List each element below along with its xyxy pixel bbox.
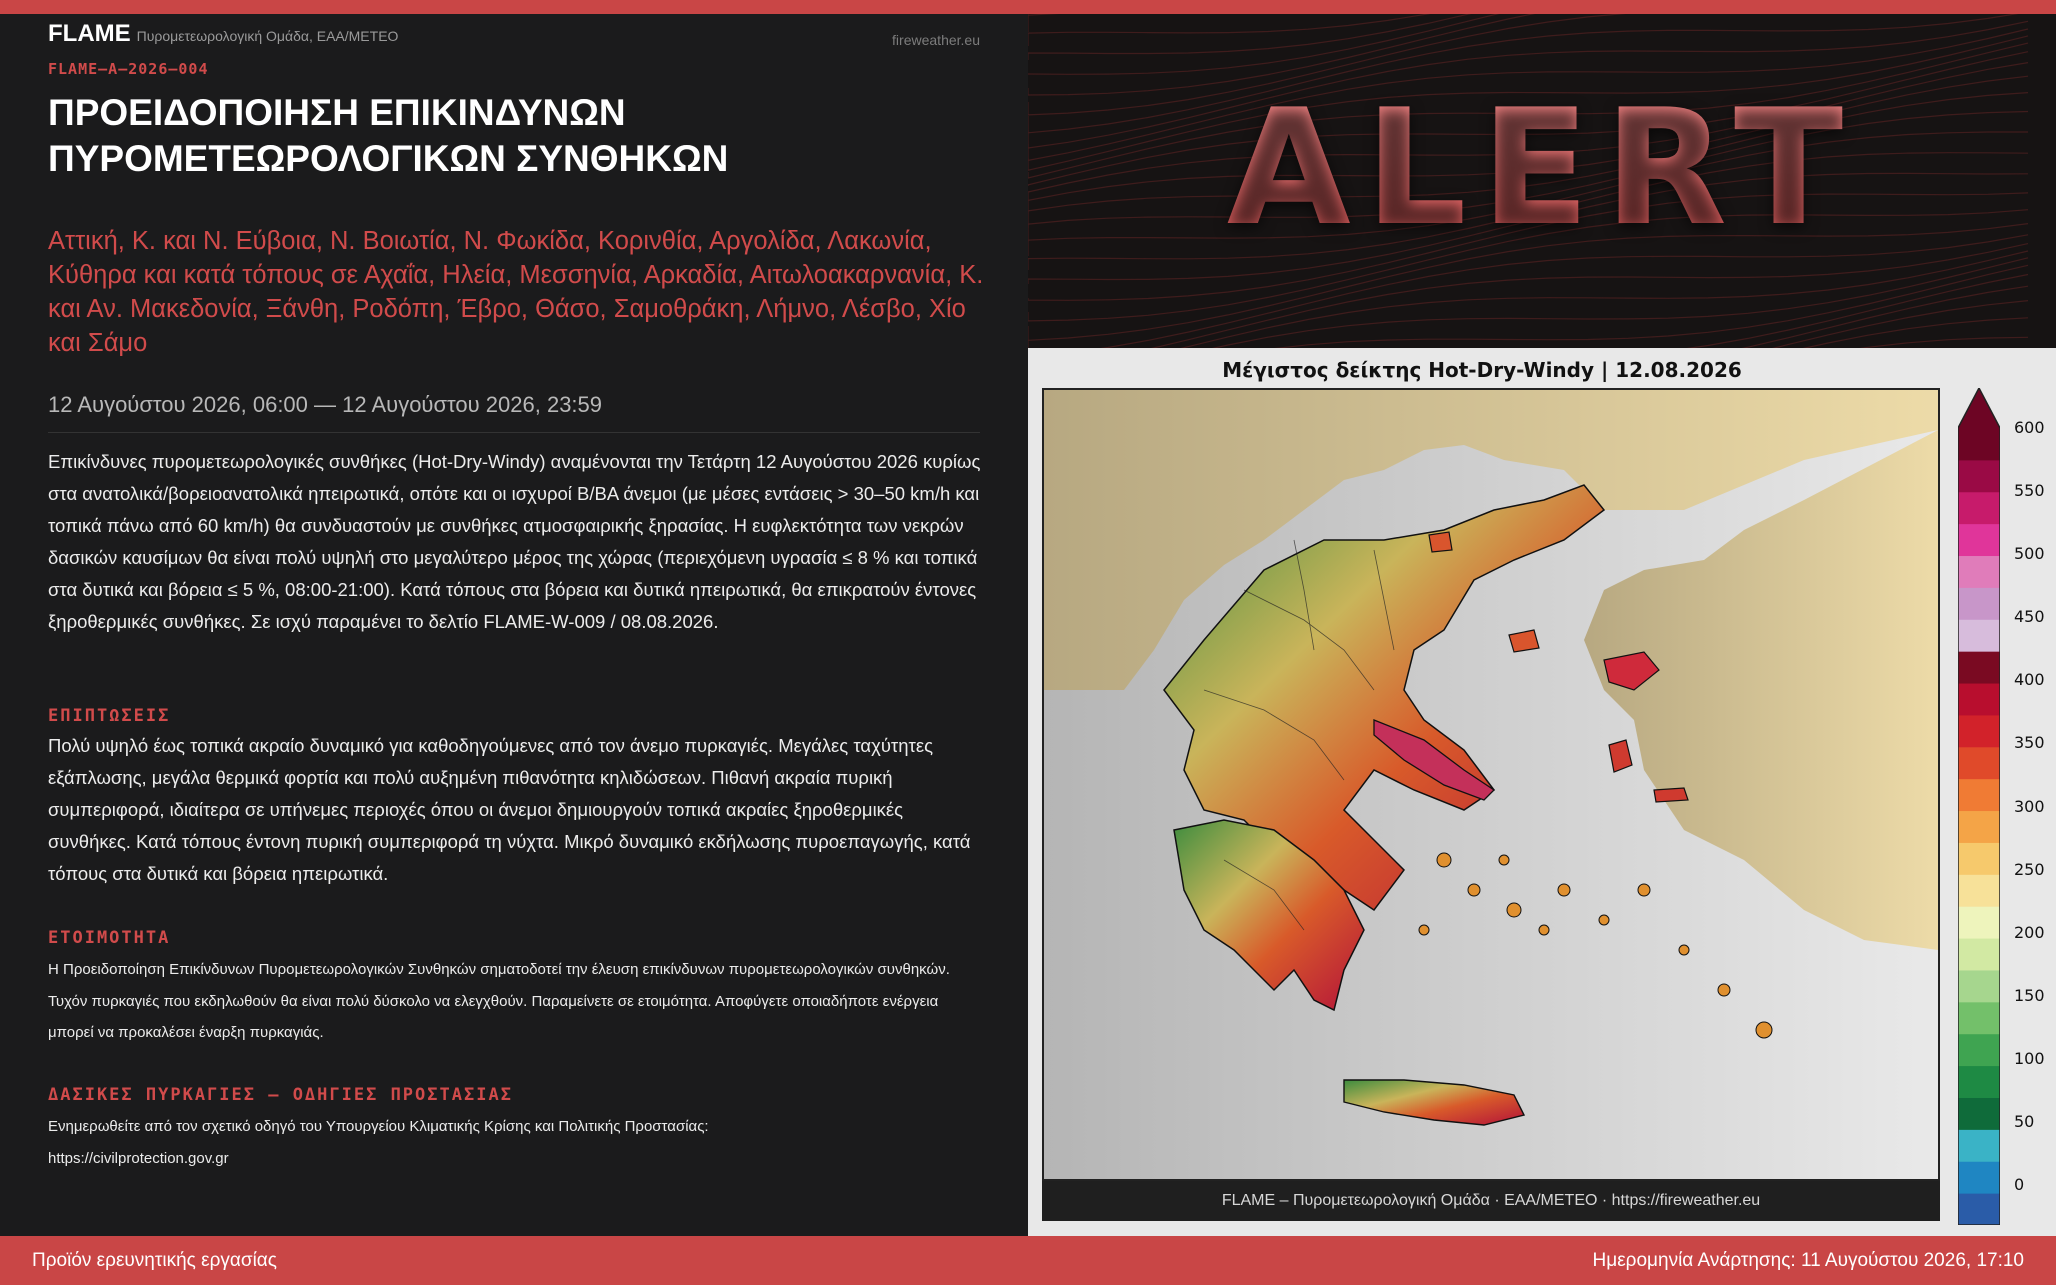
map-credit: FLAME – Πυρομετεωρολογική Ομάδα · ΕΑΑ/ΜΕΤΕΟ · https://fireweather.eu bbox=[1042, 1181, 1940, 1221]
colorbar-tick-label: 500 bbox=[2014, 544, 2045, 564]
validity-period: 12 Αυγούστου 2026, 06:00 — 12 Αυγούστου 2026, 23:59 bbox=[48, 392, 603, 417]
divider bbox=[48, 432, 980, 433]
colorbar-segment bbox=[1958, 779, 2000, 811]
colorbar-segment bbox=[1958, 1002, 2000, 1034]
colorbar-segment bbox=[1958, 938, 2000, 970]
panel-header bbox=[48, 20, 980, 54]
colorbar-tick-label: 350 bbox=[2014, 733, 2045, 753]
colorbar-segment bbox=[1958, 683, 2000, 715]
alert-description: Επικίνδυνες πυρομετεωρολογικές συνθήκες (Hot-Dry-Windy) αναμένονται την Τετάρτη 12 Αυγούστου 2026 κυρίως στα ανατολικά/βορειοανατολικά ηπειρωτικά, οπότε και οι ισχυροί Β/ΒΑ άνεμοι (με μέσες εντάσεις > 30–50 km/h και τοπικά πάνω από 60 km/h) θα συνδυαστούν με συνθήκες ατμοσφαιρικής ξηρασίας. Η ευφλεκτότητα των νεκρών δασικών καυσίμων θα είναι πολύ υψηλή στο μεγαλύτερο μέρος της χώρας (περιεχόμενη υγρασία ≤ 8 % και τοπικά στα δυτικά και βόρεια ≤ 5 %, 08:00-21:00). Κατά τόπους στα βόρεια και δυτικά ηπειρωτικά, θα επικρατούν έντονες ξηροθερμικές συνθήκες. Σε ισχύ παραμένει το δελτίο FLAME-W-009 / 08.08.2026. bbox=[48, 451, 981, 632]
limnos bbox=[1509, 630, 1539, 652]
readiness-text: Η Προειδοποίηση Επικίνδυνων Πυρομετεωρολογικών Συνθηκών σηματοδοτεί την έλευση επικίνδυνων πυρομετεωρολογικών συνθηκών. Τυχόν πυρκαγιές που εκδηλωθούν θα είναι πολύ δύσκολο να ελεγχθούν. Παραμείνετε σε ετοιμότητα. Αποφύγετε οποιαδήποτε ενέργεια μπορεί να προκαλέσει έναρξη πυρκαγιάς. bbox=[48, 961, 950, 1041]
samos bbox=[1654, 788, 1688, 802]
colorbar-segment bbox=[1958, 842, 2000, 874]
footer-left-text: Προϊόν ερευνητικής εργασίας bbox=[32, 1250, 277, 1271]
colorbar-tick-label: 50 bbox=[2014, 1111, 2035, 1131]
alert-code: FLAME–A–2026–004 bbox=[48, 60, 209, 78]
colorbar-tick-label: 150 bbox=[2014, 985, 2045, 1005]
colorbar-tick-label: 600 bbox=[2014, 418, 2045, 437]
alert-visual-panel bbox=[1028, 14, 2056, 1236]
colorbar-segment bbox=[1958, 492, 2000, 524]
colorbar-tick-label: 100 bbox=[2014, 1048, 2045, 1068]
readiness-heading: ΕΤΟΙΜΟΤΗΤΑ bbox=[48, 928, 171, 948]
publication-date: Ημερομηνία Ανάρτησης: 11 Αυγούστου 2026, 17:10 bbox=[1592, 1250, 2024, 1271]
map-title: Μέγιστος δείκτης Hot-Dry-Windy | 12.08.2026 bbox=[1222, 358, 1742, 382]
colorbar-tick-label: 0 bbox=[2014, 1175, 2025, 1194]
crete bbox=[1344, 1080, 1524, 1125]
colorbar-extend-arrow bbox=[1958, 388, 2000, 428]
banner-wave-line bbox=[1028, 14, 2028, 74]
banner-wave-line bbox=[1028, 14, 2028, 60]
colorbar-segment bbox=[1958, 906, 2000, 938]
colorbar-tick-label: 550 bbox=[2014, 481, 2045, 501]
colorbar-segment bbox=[1958, 1193, 2000, 1225]
impacts-heading: ΕΠΙΠΤΩΣΕΙΣ bbox=[48, 706, 171, 726]
alert-title-line-2: ΠΥΡΟΜΕΤΕΩΡΟΛΟΓΙΚΩΝ ΣΥΝΘΗΚΩΝ bbox=[48, 138, 729, 179]
colorbar-tick-label: 250 bbox=[2014, 859, 2045, 879]
footer-bar bbox=[0, 1236, 2056, 1285]
colorbar-tick-label: 450 bbox=[2014, 607, 2045, 627]
colorbar-segment bbox=[1958, 556, 2000, 588]
banner-wave-line bbox=[1028, 14, 2028, 46]
map-frame bbox=[1042, 388, 1940, 1181]
affected-areas: Αττική, Κ. και Ν. Εύβοια, Ν. Βοιωτία, Ν. Φωκίδα, Κορινθία, Αργολίδα, Λακωνία, Κύθηρα και κατά τόπους σε Αχαΐα, Ηλεία, Μεσσηνία, Αρκαδία, Αιτωλοακαρνανία, Κ. και Αν. Μακεδονία, Ξάνθη, Ροδόπη, Έβρο, Θάσο, Σαμοθράκη, Λήμνο, Λέσβο, Χίο και Σάμο bbox=[48, 227, 984, 357]
impacts-text: Πολύ υψηλό έως τοπικά ακραίο δυναμικό για καθοδηγούμενες από τον άνεμο πυρκαγιές. Μεγάλες ταχύτητες εξάπλωσης, μεγάλα θερμικά φορτία και πολύ αυξημένη πιθανότητα κηλιδώσεων. Πιθανή ακραία πυρική συμπεριφορά, ιδιαίτερα σε υπήνεμες περιοχές όπου οι άνεμοι δημιουργούν τοπικά ακραίες ξηροθερμικές συνθήκες. Κατά τόπους έντονη πυρική συμπεριφορά τη νύχτα. Μικρό δυναμικό εκδήλωσης πυροεπαγωγής, κατά τόπους στα δυτικά και βόρεια ηπειρωτικά. bbox=[48, 735, 971, 884]
colorbar-segment bbox=[1958, 587, 2000, 619]
civil-protection-link[interactable]: https://civilprotection.gov.gr bbox=[48, 1149, 229, 1167]
brand-subtitle: Πυρομετεωρολογική Ομάδα, ΕΑΑ/ΜΕΤΕΟ bbox=[136, 28, 399, 44]
top-accent-bar bbox=[0, 0, 2056, 14]
colorbar-segment bbox=[1958, 1161, 2000, 1193]
thasos bbox=[1429, 532, 1452, 552]
colorbar-segment bbox=[1958, 619, 2000, 651]
colorbar-segment bbox=[1958, 1097, 2000, 1129]
colorbar-segment bbox=[1958, 970, 2000, 1002]
banner-wave-line bbox=[1028, 265, 2028, 348]
colorbar-segment bbox=[1958, 747, 2000, 779]
guidance-heading: ΔΑΣΙΚΕΣ ΠΥΡΚΑΓΙΕΣ – ΟΔΗΓΙΕΣ ΠΡΟΣΤΑΣΙΑΣ bbox=[48, 1085, 513, 1105]
alert-title-line-1: ΠΡΟΕΙΔΟΠΟΙΗΣΗ ΕΠΙΚΙΝΔΥΝΩΝ bbox=[48, 92, 626, 133]
colorbar-segment bbox=[1958, 524, 2000, 556]
colorbar-segment bbox=[1958, 1129, 2000, 1161]
colorbar-segment bbox=[1958, 428, 2000, 460]
hdw-map-figure bbox=[1028, 348, 2056, 1236]
brand-name: FLAME bbox=[48, 20, 131, 47]
alert-text-panel bbox=[0, 14, 1028, 1236]
greece-map-image bbox=[1044, 390, 1938, 1179]
colorbar-segment bbox=[1958, 811, 2000, 843]
alert-word: ALERT bbox=[1226, 74, 1858, 261]
banner-wave-line bbox=[1028, 318, 2028, 348]
colorbar-tick-label: 400 bbox=[2014, 670, 2045, 690]
colorbar-segment bbox=[1958, 460, 2000, 492]
guidance-text-line: Ενημερωθείτε από τον σχετικό οδηγό του Υπουργείου Κλιματικής Κρίσης και Πολιτικής Προστασίας: bbox=[48, 1118, 709, 1135]
colorbar-segment bbox=[1958, 1066, 2000, 1098]
cyclades-islands bbox=[1419, 853, 1772, 1038]
alert-title bbox=[48, 90, 988, 182]
banner-wave-line bbox=[1028, 286, 2028, 348]
guidance-text bbox=[48, 1111, 988, 1174]
alert-banner bbox=[1028, 14, 2056, 348]
chios bbox=[1609, 740, 1632, 772]
colorbar-tick-label: 300 bbox=[2014, 796, 2045, 816]
site-link[interactable]: fireweather.eu bbox=[892, 32, 980, 48]
colorbar-segment bbox=[1958, 1034, 2000, 1066]
colorbar-segment bbox=[1958, 651, 2000, 683]
colorbar bbox=[1958, 388, 2000, 1225]
colorbar-segment bbox=[1958, 715, 2000, 747]
colorbar-tick-label: 200 bbox=[2014, 922, 2045, 942]
colorbar-segment bbox=[1958, 874, 2000, 906]
